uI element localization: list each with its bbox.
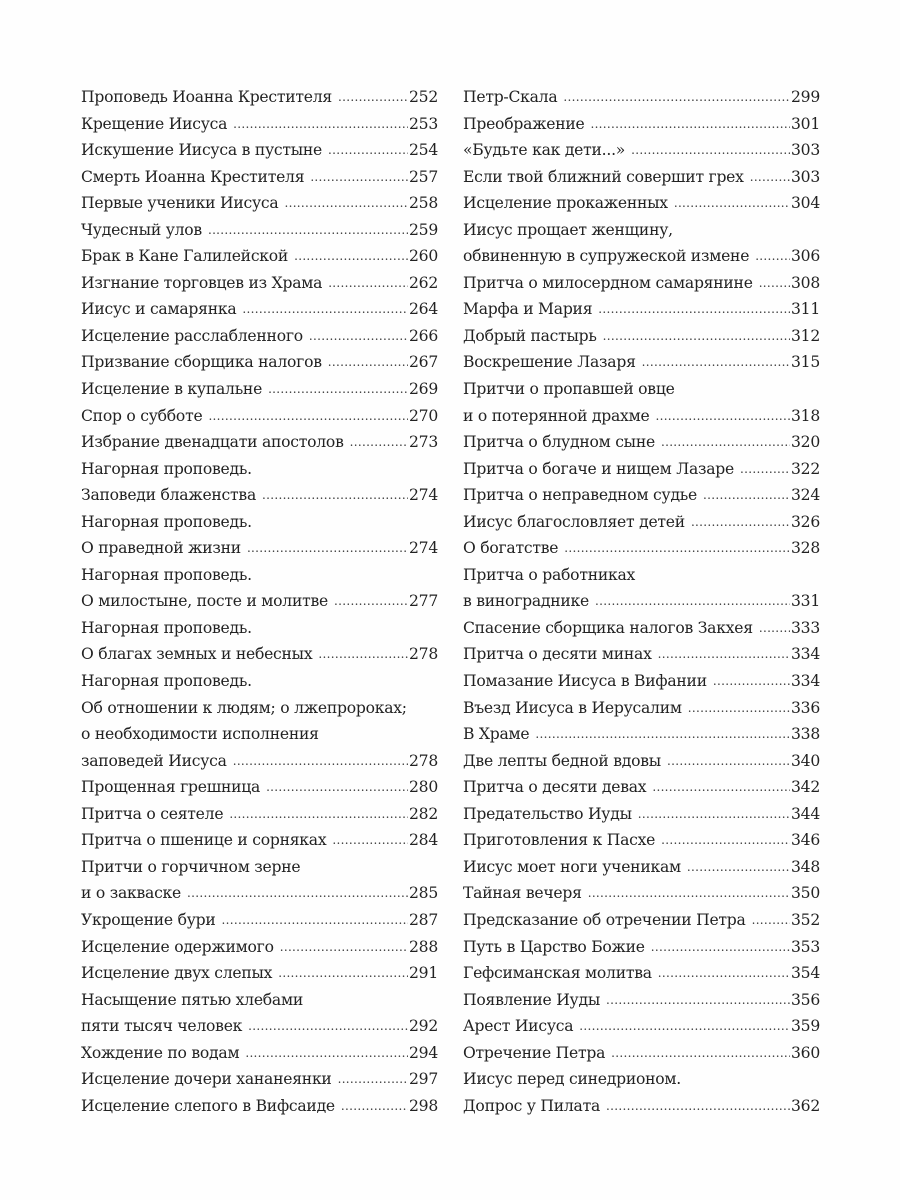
dot-leader (750, 164, 790, 191)
toc-page-number: 264 (408, 300, 438, 319)
toc-entry (463, 695, 820, 722)
dot-leader (341, 1093, 408, 1120)
toc-page-number: 320 (790, 433, 820, 452)
toc-entry-title: Притча о сеятеле (81, 804, 224, 823)
dot-leader (318, 641, 408, 668)
toc-entry-title: О праведной жизни (81, 539, 241, 558)
dot-leader (631, 137, 790, 164)
toc-entry-title: Иисус благословляет детей (463, 512, 685, 531)
toc-entry (463, 774, 820, 801)
toc-entry-title: В Храме (463, 725, 530, 744)
toc-page-number: 315 (790, 353, 820, 372)
toc-entry (463, 907, 820, 934)
dot-leader (759, 615, 790, 642)
toc-entry-title: Исцеление двух слепых (81, 964, 273, 983)
toc-page-number: 360 (790, 1043, 820, 1062)
toc-page-number: 324 (790, 486, 820, 505)
toc-page-number: 257 (408, 167, 438, 186)
toc-page-number: 356 (790, 990, 820, 1009)
toc-entry (463, 1013, 820, 1040)
toc-entry (463, 987, 820, 1014)
toc-entry (81, 482, 438, 509)
toc-entry-title: Воскрешение Лазаря (463, 353, 636, 372)
toc-entry (463, 403, 820, 430)
toc-page-number: 328 (790, 539, 820, 558)
dot-leader (755, 243, 790, 270)
dot-leader (603, 323, 790, 350)
dot-leader (208, 217, 408, 244)
toc-entry (81, 84, 438, 111)
toc-page-number: 274 (408, 486, 438, 505)
toc-entry-title: Притчи о пропавшей овце (463, 380, 675, 399)
toc-page-number: 348 (790, 857, 820, 876)
toc-page-number: 359 (790, 1017, 820, 1036)
toc-entry (463, 668, 820, 695)
toc-entry (81, 217, 438, 244)
dot-leader (248, 1013, 408, 1040)
toc-page-number: 297 (408, 1070, 438, 1089)
toc-entry (463, 827, 820, 854)
dot-leader (564, 535, 790, 562)
toc-entry (81, 1040, 438, 1067)
dot-leader (278, 960, 408, 987)
toc-page-number: 301 (790, 114, 820, 133)
toc-page-number: 340 (790, 751, 820, 770)
dot-leader (294, 243, 408, 270)
toc-entry-title: Брак в Кане Галилейской (81, 247, 289, 266)
toc-entry-title: Насыщение пятью хлебами (81, 990, 304, 1009)
toc-entry-title: Предательство Иуды (463, 804, 632, 823)
toc-entry-title: «Будьте как дети...» (463, 141, 626, 160)
toc-entry (463, 429, 820, 456)
toc-entry (81, 535, 438, 562)
toc-entry (81, 243, 438, 270)
dot-leader (588, 880, 790, 907)
toc-column-right (463, 84, 820, 1119)
toc-entry (81, 588, 438, 615)
toc-page-number: 269 (408, 380, 438, 399)
dot-leader (280, 934, 408, 961)
toc-entry-title: Если твой ближний совершит грех (463, 167, 744, 186)
toc-entry-title: Смерть Иоанна Крестителя (81, 167, 305, 186)
toc-page-number: 333 (790, 618, 820, 637)
toc-entry (81, 270, 438, 297)
dot-leader (752, 907, 790, 934)
toc-page-number: 298 (408, 1096, 438, 1115)
toc-entry-heading-line (81, 615, 438, 642)
toc-entry-title: и о закваске (81, 884, 182, 903)
toc-entry-title: Марфа и Мария (463, 300, 593, 319)
toc-entry (81, 1093, 438, 1120)
toc-page-number: 273 (408, 433, 438, 452)
toc-page-number: 270 (408, 406, 438, 425)
toc-entry-title: Тайная вечеря (463, 884, 582, 903)
toc-entry-title: Притча о работниках (463, 565, 636, 584)
dot-leader (328, 270, 408, 297)
toc-entry-heading-line (463, 562, 820, 589)
toc-entry (81, 641, 438, 668)
toc-entry (81, 801, 438, 828)
toc-entry (81, 934, 438, 961)
toc-page-number: 254 (408, 141, 438, 160)
toc-entry (463, 615, 820, 642)
toc-entry-title: Призвание сборщика налогов (81, 353, 322, 372)
dot-leader (268, 376, 408, 403)
dot-leader (233, 111, 408, 138)
toc-entry-title: Нагорная проповедь. (81, 459, 252, 478)
dot-leader (688, 695, 790, 722)
toc-entry (463, 801, 820, 828)
dot-leader (606, 987, 790, 1014)
dot-leader (338, 84, 408, 111)
toc-page-number: 362 (790, 1096, 820, 1115)
toc-page-number: 253 (408, 114, 438, 133)
toc-entry-title: Иисус прощает женщину, (463, 220, 673, 239)
toc-entry-title: Притча о блудном сыне (463, 433, 655, 452)
toc-entry-title: Притча о милосердном самарянине (463, 273, 753, 292)
toc-entry (463, 243, 820, 270)
toc-entry-title: Арест Иисуса (463, 1017, 574, 1036)
dot-leader (658, 960, 790, 987)
toc-entry-title: Спасение сборщика налогов Закхея (463, 618, 753, 637)
toc-page-number: 331 (790, 592, 820, 611)
toc-entry (463, 588, 820, 615)
toc-page-number: 326 (790, 512, 820, 531)
toc-page-number: 304 (790, 194, 820, 213)
toc-page-number: 334 (790, 672, 820, 691)
dot-leader (187, 880, 408, 907)
toc-entry-title: заповедей Иисуса (81, 751, 227, 770)
toc-page-number: 338 (790, 725, 820, 744)
toc-entry-title: Помазание Иисуса в Вифании (463, 672, 707, 691)
toc-entry (81, 1066, 438, 1093)
toc-entry (81, 960, 438, 987)
dot-leader (759, 270, 790, 297)
toc-entry-title: О милостыне, посте и молитве (81, 592, 328, 611)
toc-entry (81, 296, 438, 323)
dot-leader (284, 190, 408, 217)
toc-entry-title: Добрый пастырь (463, 326, 597, 345)
toc-entry-heading-line (81, 562, 438, 589)
dot-leader (661, 827, 790, 854)
toc-entry-title: Въезд Иисуса в Иерусалим (463, 698, 682, 717)
toc-entry-title: Иисус перед синедрионом. (463, 1070, 681, 1089)
toc-entry-heading-line (81, 668, 438, 695)
toc-entry-title: Нагорная проповедь. (81, 672, 252, 691)
dot-leader (652, 774, 790, 801)
toc-entry-title: Притча о неправедном судье (463, 486, 698, 505)
toc-entry (463, 84, 820, 111)
toc-entry-title: Исцеление одержимого (81, 937, 274, 956)
toc-entry-title: Петр-Скала (463, 88, 558, 106)
toc-entry-title: Две лепты бедной вдовы (463, 751, 661, 770)
dot-leader (606, 1093, 790, 1120)
toc-entry (463, 509, 820, 536)
toc-page-number: 311 (790, 300, 820, 319)
toc-entry-title: Нагорная проповедь. (81, 618, 252, 637)
toc-entry (463, 934, 820, 961)
dot-leader (658, 641, 790, 668)
toc-page-number: 352 (790, 910, 820, 929)
dot-leader (713, 668, 790, 695)
dot-leader (350, 429, 408, 456)
toc-entry-title: О богатстве (463, 539, 559, 558)
toc-entry-title: Искушение Иисуса в пустыне (81, 141, 323, 160)
toc-entry-title: в винограднике (463, 592, 590, 611)
toc-entry (81, 880, 438, 907)
dot-leader (611, 1040, 790, 1067)
toc-entry (81, 774, 438, 801)
toc-entry-heading-line (81, 509, 438, 536)
toc-entry (463, 270, 820, 297)
toc-entry-heading-line (463, 376, 820, 403)
toc-entry (81, 403, 438, 430)
toc-entry-title: Спор о субботе (81, 406, 203, 425)
toc-entry-title: Гефсиманская молитва (463, 964, 652, 983)
dot-leader (332, 827, 408, 854)
toc-entry-title: Об отношении к людям; о лжепророках; (81, 698, 407, 717)
toc-entry (463, 1040, 820, 1067)
toc-entry-title: Иисус и самарянка (81, 300, 237, 319)
toc-entry-title: о необходимости исполнения (81, 725, 319, 744)
toc-entry (81, 827, 438, 854)
toc-entry-title: Исцеление дочери хананеянки (81, 1070, 332, 1089)
toc-entry (81, 907, 438, 934)
toc-entry-title: Притча о богаче и нищем Лазаре (463, 459, 735, 478)
toc-entry-title: Нагорная проповедь. (81, 565, 252, 584)
toc-entry (463, 960, 820, 987)
toc-entry-title: Крещение Иисуса (81, 114, 228, 133)
toc-entry-heading-line (81, 695, 438, 722)
toc-entry-title: Исцеление слепого в Вифсаиде (81, 1096, 335, 1115)
toc-page-number: 346 (790, 831, 820, 850)
toc-entry (463, 1093, 820, 1120)
toc-page-number: 277 (408, 592, 438, 611)
toc-entry-title: Укрощение бури (81, 910, 216, 929)
dot-leader (638, 801, 790, 828)
dot-leader (674, 190, 790, 217)
toc-page-number: 303 (790, 167, 820, 186)
toc-page-number: 266 (408, 326, 438, 345)
toc-entry (81, 349, 438, 376)
dot-leader (595, 588, 790, 615)
toc-page-number: 262 (408, 273, 438, 292)
toc-entry (81, 1013, 438, 1040)
dot-leader (233, 748, 408, 775)
toc-entry (463, 137, 820, 164)
toc-entry-title: Прощенная грешница (81, 778, 261, 797)
toc-entry-title: Путь в Царство Божие (463, 937, 645, 956)
toc-entry (463, 854, 820, 881)
toc-entry-heading-line (81, 456, 438, 483)
toc-page-number: 259 (408, 220, 438, 239)
dot-leader (338, 1066, 408, 1093)
toc-page-number: 336 (790, 698, 820, 717)
toc-page-number: 285 (408, 884, 438, 903)
toc-entry-title: и о потерянной драхме (463, 406, 650, 425)
toc-page-number: 294 (408, 1043, 438, 1062)
toc-entry-title: Исцеление расслабленного (81, 326, 303, 345)
dot-leader (222, 907, 408, 934)
toc-column-left (81, 84, 438, 1119)
toc-entry-title: Первые ученики Иисуса (81, 194, 279, 213)
toc-page-number: 282 (408, 804, 438, 823)
toc-page-number: 260 (408, 247, 438, 266)
toc-page-number: 354 (790, 964, 820, 983)
dot-leader (229, 801, 408, 828)
toc-entry-title: Отречение Петра (463, 1043, 606, 1062)
toc-entry-title: Чудесный улов (81, 220, 202, 239)
toc-page-number: 322 (790, 459, 820, 478)
toc-entry (81, 137, 438, 164)
dot-leader (535, 721, 790, 748)
toc-entry-title: Нагорная проповедь. (81, 512, 252, 531)
toc-page-number: 258 (408, 194, 438, 213)
toc-page-number: 267 (408, 353, 438, 372)
toc-page-number: 292 (408, 1017, 438, 1036)
dot-leader (328, 349, 408, 376)
toc-entry-heading-line (81, 854, 438, 881)
toc-entry (463, 641, 820, 668)
toc-entry-heading-line (463, 217, 820, 244)
toc-page-number: 306 (790, 247, 820, 266)
toc-entry (81, 190, 438, 217)
toc-entry (463, 349, 820, 376)
toc-entry-title: Приготовления к Пасхе (463, 831, 656, 850)
dot-leader (242, 296, 408, 323)
toc-entry (463, 482, 820, 509)
dot-leader (563, 84, 790, 111)
dot-leader (598, 296, 790, 323)
dot-leader (266, 774, 408, 801)
toc-entry (463, 323, 820, 350)
toc-entry-title: Допрос у Пилата (463, 1096, 601, 1115)
toc-entry-title: обвиненную в супружеской измене (463, 247, 750, 266)
dot-leader (661, 429, 790, 456)
dot-leader (655, 403, 790, 430)
toc-page-number: 350 (790, 884, 820, 903)
dot-leader (590, 111, 790, 138)
toc-entry-title: Иисус моет ноги ученикам (463, 857, 681, 876)
toc-page-number: 274 (408, 539, 438, 558)
dot-leader (334, 588, 408, 615)
toc-entry-title: Появление Иуды (463, 990, 600, 1009)
dot-leader (740, 456, 790, 483)
dot-leader (667, 748, 790, 775)
toc-entry-title: Преображение (463, 114, 585, 133)
toc-page-number: 334 (790, 645, 820, 664)
toc-entry-heading-line (81, 987, 438, 1014)
toc-entry-title: Хождение по водам (81, 1043, 240, 1062)
toc-entry (463, 456, 820, 483)
toc-entry (463, 111, 820, 138)
toc-entry-title: Притча о пшенице и сорняках (81, 831, 327, 850)
toc-page-number: 342 (790, 778, 820, 797)
dot-leader (328, 137, 408, 164)
toc-entry-title: О благах земных и небесных (81, 645, 313, 664)
toc-entry-title: Проповедь Иоанна Крестителя (81, 88, 333, 106)
dot-leader (687, 854, 790, 881)
toc-entry-title: Изгнание торговцев из Храма (81, 273, 323, 292)
toc-page-number: 299 (790, 88, 820, 106)
dot-leader (208, 403, 408, 430)
dot-leader (691, 509, 790, 536)
toc-entry (81, 323, 438, 350)
toc-entry (81, 748, 438, 775)
dot-leader (703, 482, 790, 509)
dot-leader (247, 535, 408, 562)
dot-leader (310, 164, 408, 191)
dot-leader (245, 1040, 408, 1067)
toc-entry-heading-line (463, 1066, 820, 1093)
toc-entry (81, 111, 438, 138)
toc-entry-title: Исцеление в купальне (81, 380, 263, 399)
toc-entry-heading-line (81, 721, 438, 748)
toc-page-number: 280 (408, 778, 438, 797)
toc-page-number: 278 (408, 751, 438, 770)
toc-page-number: 291 (408, 964, 438, 983)
toc-page-number: 344 (790, 804, 820, 823)
toc-page-number: 303 (790, 141, 820, 160)
toc-entry-title: Притча о десяти девах (463, 778, 647, 797)
toc-page-number: 318 (790, 406, 820, 425)
toc-entry-title: Исцеление прокаженных (463, 194, 668, 213)
toc-entry-title: Притчи о горчичном зерне (81, 857, 301, 876)
toc-entry (463, 535, 820, 562)
toc-page-number: 252 (408, 88, 438, 106)
toc-page-number: 284 (408, 831, 438, 850)
toc-page-number: 308 (790, 273, 820, 292)
dot-leader (309, 323, 408, 350)
toc-page-number: 288 (408, 937, 438, 956)
toc-page-number: 287 (408, 910, 438, 929)
toc-page-number: 278 (408, 645, 438, 664)
toc-entry (463, 880, 820, 907)
toc-entry-title: Притча о десяти минах (463, 645, 652, 664)
toc-page-number: 312 (790, 326, 820, 345)
toc-entry (463, 164, 820, 191)
dot-leader (262, 482, 408, 509)
toc-entry (81, 429, 438, 456)
toc-entry (81, 164, 438, 191)
toc-entry (463, 296, 820, 323)
toc-entry (463, 748, 820, 775)
toc-entry-title: пяти тысяч человек (81, 1017, 243, 1036)
dot-leader (642, 349, 790, 376)
toc-entry (463, 721, 820, 748)
toc-entry (81, 376, 438, 403)
dot-leader (579, 1013, 790, 1040)
toc-page-number: 353 (790, 937, 820, 956)
toc-entry-title: Заповеди блаженства (81, 486, 256, 505)
toc-entry-title: Предсказание об отречении Петра (463, 910, 746, 929)
dot-leader (651, 934, 790, 961)
toc-entry (463, 190, 820, 217)
toc-entry-title: Избрание двенадцати апостолов (81, 433, 344, 452)
